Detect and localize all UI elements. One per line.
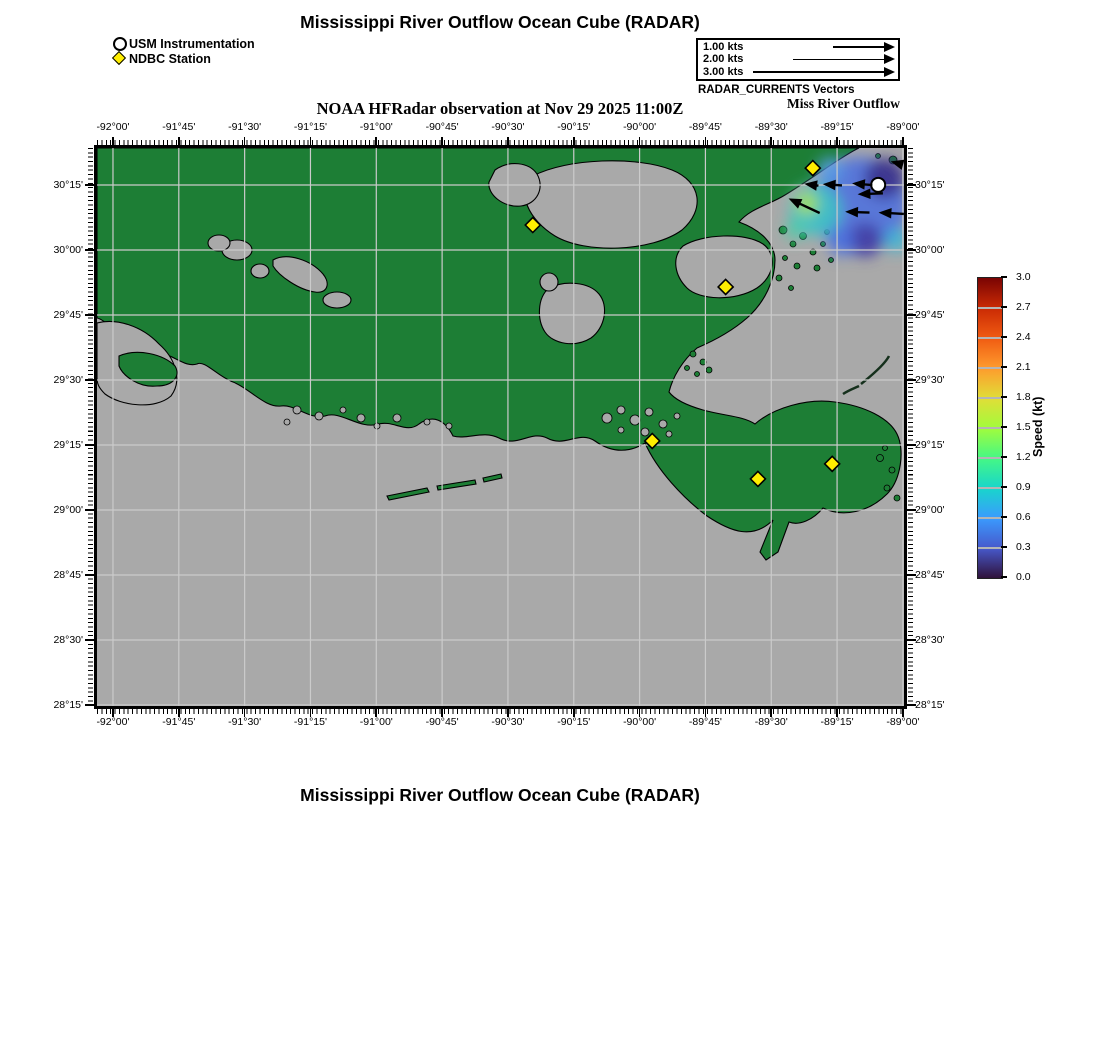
map-frame [94, 145, 907, 709]
colorbar-tick-label: 0.9 [1016, 481, 1031, 493]
speed-patch [817, 157, 843, 183]
colorbar-tick-label: 1.8 [1016, 391, 1031, 403]
colorbar-tick-label: 1.5 [1016, 421, 1031, 433]
lat-major-tick [85, 249, 94, 251]
lon-major-tick [441, 137, 443, 145]
lake-salvador [539, 283, 604, 343]
lon-tick-label: -91°00' [359, 716, 393, 728]
lon-tick-label: -91°30' [228, 716, 262, 728]
lon-major-tick [573, 137, 575, 145]
usm-instrumentation-marker [871, 178, 885, 192]
lat-major-tick [85, 314, 94, 316]
ndbc-diamond-icon [112, 51, 129, 66]
legend-row-usm [112, 36, 255, 51]
speed-patch [828, 229, 856, 257]
vector-legend-source: Miss River Outflow [787, 96, 900, 111]
lon-tick-label: -90°45' [425, 121, 459, 133]
colorbar-tick-label: 2.4 [1016, 331, 1031, 343]
colorbar-tick [978, 337, 1002, 339]
lat-major-tick [85, 574, 94, 576]
lat-tick-label: 29°30' [53, 373, 83, 386]
vector-legend-row-label: 3.00 kts [703, 65, 744, 78]
bottom-axis-labels [96, 716, 920, 730]
lon-major-tick [507, 137, 509, 145]
lon-tick-label: -89°30' [754, 716, 788, 728]
colorbar-tick [978, 457, 1002, 459]
colorbar-tick-label: 1.2 [1016, 451, 1031, 463]
lon-major-tick [112, 137, 114, 145]
lon-major-tick [902, 137, 904, 145]
lon-tick-label: -89°00' [886, 121, 920, 133]
lon-tick-label: -89°15' [820, 716, 854, 728]
lon-tick-label: -91°45' [162, 121, 196, 133]
lon-tick-label: -91°00' [359, 121, 393, 133]
top-axis-major-ticks [97, 137, 904, 145]
colorbar-tick [978, 517, 1002, 519]
legend-row-ndbc [112, 51, 255, 66]
lat-tick-label: 29°30' [915, 373, 945, 386]
lon-tick-label: -90°00' [623, 716, 657, 728]
lat-tick-label: 28°30' [915, 633, 945, 646]
lat-tick-label: 28°30' [53, 633, 83, 646]
colorbar-tick-label: 2.7 [1016, 301, 1031, 313]
colorbar-tick-label: 3.0 [1016, 271, 1031, 283]
vector-legend-row [698, 66, 898, 78]
speed-patch [784, 220, 804, 240]
colorbar-tick [978, 547, 1002, 549]
lon-major-tick [705, 137, 707, 145]
colorbar-tick-stub [1001, 276, 1007, 278]
lat-major-tick [85, 704, 94, 706]
marker-legend [112, 36, 255, 66]
vector-legend-caption: RADAR_CURRENTS Vectors [698, 84, 855, 96]
lon-tick-label: -90°00' [623, 121, 657, 133]
lat-tick-label: 30°15' [53, 178, 83, 191]
lat-tick-label: 30°15' [915, 178, 945, 191]
left-axis-major-ticks [85, 148, 94, 706]
lon-tick-label: -89°15' [820, 121, 854, 133]
colorbar-tick-stub [1001, 456, 1007, 458]
lat-tick-label: 28°45' [915, 568, 945, 581]
speed-colorbar [977, 277, 1003, 579]
colorbar-tick [978, 307, 1002, 309]
lon-tick-label: -90°45' [425, 716, 459, 728]
vector-legend-row-label: 1.00 kts [703, 41, 744, 53]
lon-tick-label: -91°45' [162, 716, 196, 728]
colorbar-tick [978, 427, 1002, 429]
lon-tick-label: -91°15' [293, 716, 327, 728]
colorbar-tick-stub [1001, 546, 1007, 548]
lat-tick-label: 28°45' [53, 568, 83, 581]
lon-tick-label: -89°00' [886, 716, 920, 728]
colorbar-tick-label: 0.3 [1016, 541, 1031, 553]
lon-tick-label: -89°45' [688, 716, 722, 728]
lon-tick-label: -89°45' [688, 121, 722, 133]
coastline-map [97, 148, 904, 706]
vector-legend-arrow-shaft [793, 59, 885, 60]
vector-scale-legend [696, 38, 900, 81]
lat-major-tick [85, 639, 94, 641]
lon-tick-label: -92°00' [96, 121, 130, 133]
vector-legend-arrow-shaft [833, 46, 885, 47]
vector-legend-arrowhead [884, 67, 895, 77]
colorbar-tick-stub [1001, 366, 1007, 368]
top-axis-labels [96, 121, 920, 135]
lat-major-tick [85, 184, 94, 186]
lon-major-tick [770, 137, 772, 145]
page-title-bottom: Mississippi River Outflow Ocean Cube (RADAR) [300, 785, 700, 805]
colorbar-tick [978, 367, 1002, 369]
lon-tick-label: -90°30' [491, 121, 525, 133]
colorbar-tick [978, 487, 1002, 489]
lat-tick-label: 28°15' [915, 698, 945, 711]
lon-major-tick [178, 137, 180, 145]
colorbar-tick-stub [1001, 516, 1007, 518]
colorbar-tick-label: 0.6 [1016, 511, 1031, 523]
vector-shaft [864, 184, 872, 185]
left-axis-labels [15, 148, 83, 711]
colorbar-tick-stub [1001, 576, 1007, 578]
lon-tick-label: -91°30' [228, 121, 262, 133]
vector-legend-arrowhead [884, 42, 895, 52]
lat-tick-label: 29°45' [53, 308, 83, 321]
colorbar-tick-stub [1001, 396, 1007, 398]
legend-label-ndbc: NDBC Station [129, 51, 211, 66]
lon-major-tick [375, 137, 377, 145]
lat-tick-label: 29°15' [53, 438, 83, 451]
lon-major-tick [639, 137, 641, 145]
lon-tick-label: -90°15' [557, 121, 591, 133]
lon-major-tick [836, 137, 838, 145]
right-axis-labels [915, 148, 983, 711]
lat-major-tick [85, 444, 94, 446]
vector-legend-row [698, 41, 898, 53]
colorbar-tick-stub [1001, 426, 1007, 428]
lat-tick-label: 30°00' [53, 243, 83, 256]
lat-tick-label: 30°00' [915, 243, 945, 256]
colorbar-title: Speed (kt) [1031, 396, 1045, 458]
colorbar-tick-stub [1001, 306, 1007, 308]
lon-major-tick [244, 137, 246, 145]
observation-subtitle: NOAA HFRadar observation at Nov 29 2025 11:00Z [316, 99, 684, 118]
lat-tick-label: 29°00' [53, 503, 83, 516]
colorbar-tick [978, 397, 1002, 399]
legend-label-usm: USM Instrumentation [129, 36, 255, 51]
vector-legend-arrowhead [884, 54, 895, 64]
colorbar-tick-stub [1001, 486, 1007, 488]
colorbar-tick-label: 2.1 [1016, 361, 1031, 373]
page-title-top: Mississippi River Outflow Ocean Cube (RADAR) [300, 12, 700, 32]
lon-tick-label: -91°15' [293, 121, 327, 133]
vector-legend-row-label: 2.00 kts [703, 53, 744, 66]
vector-shaft [891, 213, 904, 214]
lat-tick-label: 28°15' [53, 698, 83, 711]
colorbar-tick-label: 0.0 [1016, 571, 1031, 583]
lon-tick-label: -89°30' [754, 121, 788, 133]
lat-tick-label: 29°00' [915, 503, 945, 516]
vector-legend-arrow-shaft [753, 71, 885, 72]
lat-major-tick [85, 509, 94, 511]
lon-tick-label: -92°00' [96, 716, 130, 728]
lon-tick-label: -90°30' [491, 716, 525, 728]
colorbar-tick-stub [1001, 336, 1007, 338]
lat-major-tick [85, 379, 94, 381]
lat-tick-label: 29°15' [915, 438, 945, 451]
lon-tick-label: -90°15' [557, 716, 591, 728]
lat-tick-label: 29°45' [915, 308, 945, 321]
usm-circle-icon [112, 36, 129, 51]
lon-major-tick [310, 137, 312, 145]
vector-legend-row [698, 53, 898, 65]
